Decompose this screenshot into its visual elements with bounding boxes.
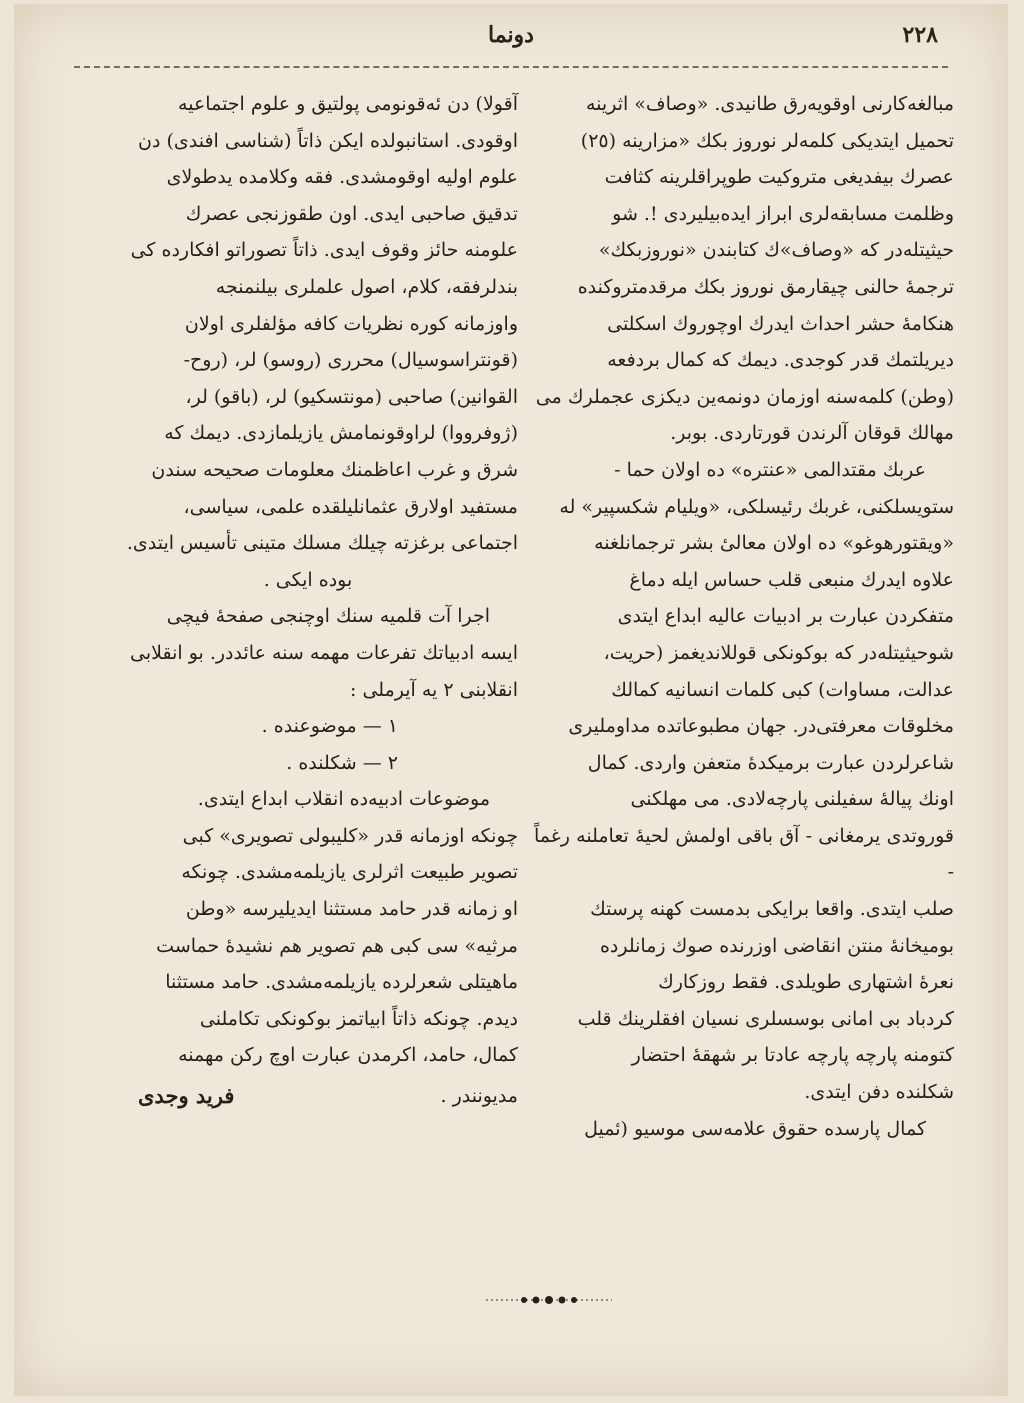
text-line: شاعرلردن عبارت برمیكدهٔ متعفن واردی. كمال (587, 751, 954, 774)
left-column (98, 86, 518, 1115)
text-line: بندلرفقه، كلام، اصول علملری بیلنمنجه (215, 275, 518, 298)
text-line: او زمانه قدر حامد مستثنا ایدیلیرسه «وطن (185, 898, 518, 921)
text-line: ایسه ادبیاتك تفرعات مهمه سنه عائددر. بو انقلابی (130, 641, 518, 664)
text-line: عربك مقتدالمی «عنتره» ده اولان حما - (614, 458, 926, 481)
author-signature: فرید وجدی (138, 1083, 235, 1109)
text-line: «ویقتورهوغو» ده اولان معالیٔ بشر ترجمانلغنه (594, 532, 954, 555)
text-line: اونك پیاله‌ٔ سفیلنی پارچه‌لادی. می مهلكنی (630, 788, 954, 811)
right-column (534, 86, 954, 1147)
running-head (74, 18, 948, 52)
text-line: مهالك قوقان آلرندن قورتاردی. بوبر. (670, 422, 954, 445)
text-line: عصرك بیفدیغی متروكیت طوپراقلرینه كثافت (604, 166, 954, 189)
text-line: كمال، حامد، اكرمدن عبارت اوچ ركن مهمنه (178, 1044, 518, 1067)
text-line: آقولا) دن ئەقونومی پولتیق و علوم اجتماعیه (178, 93, 518, 115)
ornament-dots-icon (484, 1292, 614, 1308)
header-divider (74, 66, 948, 68)
text-line: وظلمت مسابقه‌لری ابراز ایده‌بیلیردی !. شو (612, 202, 954, 225)
text-line: متفكردن عبارت بر ادبیات عالیه ابداع ایتدی (617, 605, 954, 628)
text-line: حیثیتله‌در كه «وصاف»ك كتابندن «نوروزبكك» (598, 239, 954, 262)
text-line: صلب ایتدی. واقعا برایكی بدمست كهنه پرستك (590, 898, 954, 921)
text-line: انقلابنی ٢ یه آیرملی : (350, 678, 518, 701)
text-line: مبالغه‌كارنی اوقویه‌رق طانیدی. «وصاف» اثرینه (586, 93, 954, 115)
list-item: ١ — موضوعنده . (261, 715, 398, 738)
text-line: قوروتدی یرمغانی - آق باقی اولمش لحیهٔ تعاملنه رغماً - (534, 824, 954, 884)
text-line: شكلنده دفن ایتدی. (804, 1081, 954, 1104)
text-line: مستفید اولارق عثمانلیلقده علمی، سیاسی، (183, 495, 518, 518)
text-line: القوانین) صاحبی (مونتسكیو) لر، (باقو) لر، (185, 385, 518, 408)
list-item: ٢ — شكلنده . (286, 751, 398, 774)
text-line: تحمیل ایتدیكی كلمه‌لر نوروز بكك «مزارینه (٢٥) (580, 129, 954, 152)
text-line: (وطن) كلمه‌سنه اوزمان دونمه‌ین دیكزی عجملرك می (535, 385, 954, 408)
text-line: بومیخانهٔ منتن انقاضی اوزرنده صوك زمانلرده (599, 934, 954, 957)
text-line: مدیونندر . (440, 1085, 518, 1108)
text-line: چونكه اوزمانه قدر «كلیبولی تصویری» كبی (182, 824, 518, 847)
text-line: علومنه حائز وقوف ایدی. ذاتاً تصوراتو افكارده كی (130, 239, 518, 262)
text-line: ستویسلكنی، غربك رئیسلكی، «ویلیام شكسپیر» له (559, 495, 954, 518)
text-line: كمال پارسده حقوق علامه‌سی موسیو (ئمیل (584, 1117, 926, 1140)
text-line: تصویر طبیعت اثرلری یازیلمه‌مشدی. چونكه (181, 861, 518, 884)
text-line: اجرا آت قلمیه سنك اوچنجی صفحهٔ فیچی (166, 605, 490, 628)
closing-line (98, 1078, 518, 1115)
text-line: دیریلتمك قدر كوجدی. دیمك كه كمال بردفعه (607, 349, 954, 372)
text-line: تدقیق صاحبی ایدی. اون طقوزنجی عصرك (185, 202, 518, 225)
text-line: مخلوقات معرفتی‌در. جهان مطبوعاتده مداومليری (568, 715, 954, 738)
text-line: موضوعات ادبیه‌ده انقلاب ابداع ایتدی. (197, 788, 490, 811)
text-line: كردباد بی امانی بوسسلری نسیان افقلرینك قلب (577, 1007, 954, 1030)
text-line: مرثیه» سی كبی هم تصویر هم نشیدهٔ حماست (156, 934, 518, 957)
text-line: كتومنه پارچه پارچه عادتا بر شهقهٔ احتضار (631, 1044, 954, 1067)
text-line: بوده ایكی . (263, 568, 353, 591)
text-line: نعرهٔ اشتهاری طویلدی. فقط روزكارك (658, 971, 954, 994)
text-line: دیدم. چونكه ذاتاً ابیاتمز بوكونكی تكاملنی (199, 1007, 518, 1030)
text-line: شرق و غرب اعاظمنك معلومات صحیحه سندن (151, 458, 518, 481)
text-line: عدالت، مساوات) كبی كلمات انسانیه كمالك (611, 678, 954, 701)
text-line: ماهیتلی شعرلرده یازیلمه‌مشدی. حامد مستثنا (165, 971, 518, 994)
text-line: هنكامهٔ حشر احداث ایدرك اوچوروك اسكلتی (607, 312, 954, 335)
text-line: علوم اولیه اوقومشدی. فقه وكلامده یدطولای (166, 166, 518, 189)
text-line: اوقودی. استانبولده ایكن ذاتاً (شناسی افندی) دن (138, 129, 518, 152)
page (14, 4, 1008, 1396)
end-ornament (484, 1292, 614, 1308)
text-line: واوزمانه كوره نظریات كافه مؤلفلری اولان (184, 312, 518, 335)
page-number: ٢٢٨ (902, 22, 938, 48)
text-line: (قونتراسوسیال) محرری (روسو) لر، (روح- (183, 349, 518, 372)
text-line: ترجمهٔ حالنی چیقارمق نوروز بكك مرقدمتروكنده (577, 275, 954, 298)
text-line: اجتماعی برغزته چیلك مسلك متینی تأسیس ایتدی. (126, 532, 518, 555)
text-line: (ژوفرووا) لراوقونمامش یازیلمازدی. دیمك كه (164, 422, 518, 445)
text-line: شوحیثیتله‌در كه بوكونكی قوللاندیغمز (حریت، (603, 641, 954, 664)
journal-title: دونما (488, 22, 534, 48)
text-line: علاوه ایدرك منبعی قلب حساس ایله دماغ (629, 568, 954, 591)
